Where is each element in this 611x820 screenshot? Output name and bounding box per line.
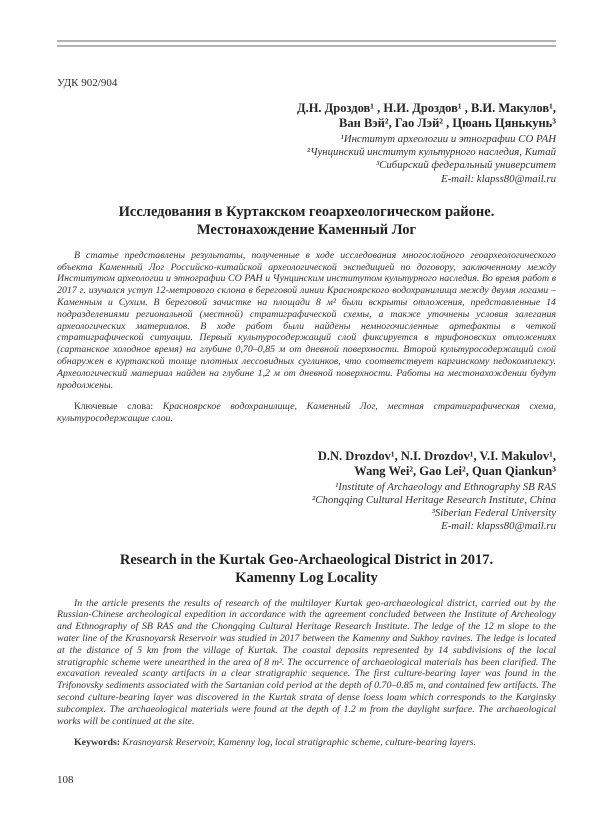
page-content — [0, 40, 611, 749]
keywords-label-english: Keywords: — [74, 737, 121, 749]
authors-russian-line1: Д.Н. Дроздов¹ , Н.И. Дроздов¹ , В.И. Макулов¹, — [296, 101, 556, 115]
authors-english-line2: Wang Wei², Gao Lei², Quan Qiankun³ — [354, 463, 556, 478]
keywords-russian — [57, 401, 556, 425]
authors-russian-line2: Ван Вэй², Гао Лэй² , Цюань Цянькунь³ — [339, 116, 556, 130]
affiliation-russian-2: ²Чунцинский институт культурного наследия, Китай — [306, 146, 556, 159]
udc-number: УДК 902/904 — [57, 77, 118, 89]
keywords-text-russian: Красноярское водохранилище, Каменный Лог, местная стратиграфическая схема, культуросодержащие слои. — [57, 401, 557, 425]
article-title-english — [57, 551, 556, 588]
affiliations-english — [57, 481, 556, 534]
keywords-label-russian: Ключевые слова: — [74, 401, 154, 413]
abstract-english: In the article presents the results of research of the multilayer Kurtak geo-archaeological district, carried out by the Russian-Chinese archeological expedition in accordance with the agreement concluded between the Institute of Archeology and Ethnography of SB RAS and the Chongqing Cultural Heritage Research Institute. The ledge of the 12 m slope to the water line of the Krasnoyarsk Reservoir was studied in 2017 between the Kamenny and Sukhoy ravines. The ledge is located at the distance of 5 km from the village of Kurtak. The coastal deposits represented by 14 subdivisions of the local stratigraphic scheme were unearthed in the area of 8 m². The occurrence of archaeological materials has been clarified. The excavation revealed scanty artifacts in a clear stratigraphic sequence. The first culture-bearing layer was found in the Trifonovsky sediments associated with the Sartanian cold period at the depth of 0.70–0.85 m, and contained few artifacts. The second culture-bearing layer was discovered in the Kurtak strata of dense loess loam which corresponds to the Karginsky subcomplex. The archaeological materials were found at the depth of 1.2 m from the daylight surface. The archaeological works will be continued at the site. — [57, 597, 556, 727]
article-title-english-line1: Research in the Kurtak Geo-Archaeological District in 2017. — [119, 551, 494, 568]
header-double-rule — [57, 40, 556, 47]
affiliation-english-3: ³Siberian Federal University — [431, 507, 556, 520]
authors-russian — [57, 101, 556, 131]
article-title-russian-line2: Местонахождение Каменный Лог — [196, 222, 417, 239]
email-line-russian: E-mail: klapss80@mail.ru — [441, 172, 556, 185]
affiliation-english-1: ¹Institute of Archaeology and Ethnography SB RAS — [335, 480, 556, 493]
authors-english-line1: D.N. Drozdov¹, N.I. Drozdov¹, V.I. Makulov¹, — [317, 448, 556, 463]
keywords-english — [57, 737, 556, 749]
authors-english — [57, 449, 556, 479]
affiliation-russian-3: ³Сибирский федеральный университет — [375, 159, 556, 172]
email-line-english: E-mail: klapss80@mail.ru — [441, 520, 556, 533]
article-title-russian-line1: Исследования в Куртакском геоархеологическом районе. — [118, 203, 495, 220]
affiliation-russian-1: ¹Институт археологии и этнографии СО РАН — [340, 133, 556, 145]
abstract-russian: В статье представлены результаты, полученные в ходе исследования многослойного геоархеологического объекта Каменный Лог Российско-китайской археологической экспедицией по договору, заключенному между Институтом археологии и этнографии СО РАН и Чунцинским институтом культурного наследия. Во время работ в 2017 г. изучался уступ 12-метрового склона в береговой линии Красноярского водохранилища между двумя логами – Каменным и Сухим. В береговой зачистке на площади 8 м² были вскрыты отложения, представленные 14 подразделениями региональной (местной) стратиграфической схемы, а также уточнены условия залегания археологических материалов. В ходе работ были найдены немногочисленные артефакты в четкой стратиграфической ситуации. Первый культуросодержащий слой фиксируется в трифоновских отложениях (сартанское холодное время) на глубине 0,70–0,85 м от дневной поверхности. Второй культуросодержащий слой обнаружен в куртакской толще плотных лессовидных суглинков, что соответствует каргинскому педокомплексу. Археологический материал найден на глубине 1,2 м от дневной поверхности. Работы на местонахождении будут продолжены. — [57, 249, 556, 391]
page-number: 108 — [57, 774, 74, 786]
affiliations-russian — [57, 133, 556, 186]
affiliation-english-2: ²Chongqing Cultural Heritage Research Institute, China — [312, 494, 556, 507]
keywords-text-english: Krasnoyarsk Reservoir, Kamenny log, local stratigraphic scheme, culture-bearing layers. — [122, 737, 476, 749]
article-title-russian — [57, 203, 556, 240]
article-title-english-line2: Kamenny Log Locality — [235, 570, 378, 587]
